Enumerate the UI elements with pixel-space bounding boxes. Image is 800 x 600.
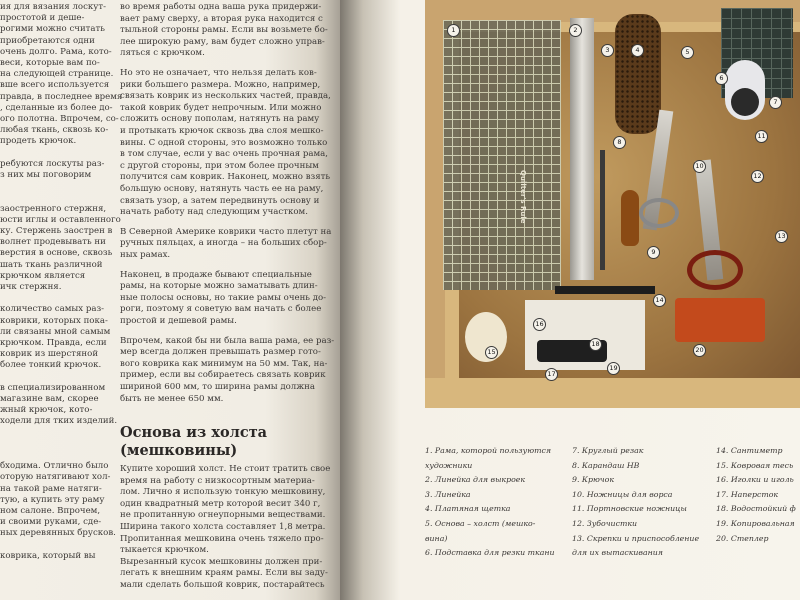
text-line: лее широкую раму, вам будет сложно управ- xyxy=(120,36,325,47)
frame-bottom-bar xyxy=(425,378,800,408)
number-marker: 8 xyxy=(613,136,626,149)
number-marker: 19 xyxy=(607,362,620,375)
tools-photo xyxy=(425,0,800,408)
text-line: коврики, которых пока- xyxy=(0,315,108,326)
legend-item: 12. Зубочистки xyxy=(572,519,638,528)
text-line: коврика, который вы xyxy=(0,550,96,561)
legend-item: 14. Сантиметр xyxy=(716,446,783,455)
clothes-brush-image xyxy=(615,14,661,134)
number-marker: 12 xyxy=(751,170,764,183)
text-line: шириной 600 мм, то ширина рамы должна xyxy=(120,382,316,392)
number-marker: 2 xyxy=(569,24,582,37)
text-line: рогими можно считать xyxy=(0,24,105,35)
text-line: мали сделать большой коврик, постарайтесь xyxy=(120,580,325,590)
text-line: заостренного стержня, xyxy=(0,203,107,214)
text-line: ия для вязания лоскут- xyxy=(0,2,106,12)
legend-item: 11. Портновские ножницы xyxy=(572,504,687,514)
text-line: на такой раме натяги- xyxy=(0,483,102,494)
legend-item: 20. Степлер xyxy=(716,533,769,543)
text-line: юсти иглы и оставленного xyxy=(0,214,121,225)
heading-line-2: (мешковины) xyxy=(120,442,238,459)
ruler-label: Quilter's Rule xyxy=(519,170,527,224)
text-line: мер всегда должен превышать размер гото- xyxy=(120,347,321,358)
text-line: время на работу с низкосортным материа- xyxy=(120,475,315,486)
text-line: ручных пяльцах, а иногда – на больших сбор- xyxy=(120,238,327,249)
text-line: и своими руками, сде- xyxy=(0,517,102,528)
text-line: Ширина такого холста составляет 1,8 метра. xyxy=(120,522,326,532)
text-line: очень долго. Рама, кото- xyxy=(0,46,112,57)
text-line: ном салоне. Впрочем, xyxy=(0,506,101,516)
text-line: с другой стороны, при этом более прочным xyxy=(120,160,319,171)
text-line: любая ткань, сквозь ко- xyxy=(0,125,109,136)
legend-item: вина) xyxy=(425,533,448,543)
number-marker: 20 xyxy=(693,344,706,357)
legend-item: для их вытаскивания xyxy=(572,548,663,558)
text-line: во время работы одна ваша рука придержи- xyxy=(120,2,322,12)
text-line: верстия в основе, сквозь xyxy=(0,248,113,259)
legend-item: 5. Основа – холст (мешко- xyxy=(425,519,536,528)
text-line: ичк стержня. xyxy=(0,282,62,292)
text-line: количество самых раз- xyxy=(0,304,105,315)
pencil-image xyxy=(600,150,605,270)
text-line: волнет продевывать ни xyxy=(0,237,106,248)
number-marker: 18 xyxy=(589,338,602,351)
text-line: ных деревянных брусков. xyxy=(0,528,116,539)
number-marker: 5 xyxy=(681,46,694,59)
text-line: роги, поэтому я советую вам начать с более xyxy=(120,304,322,315)
text-line: Пропитанная мешковина очень тяжело про- xyxy=(120,533,324,544)
stapler-image xyxy=(675,298,765,342)
text-line: получится сам коврик. Наконец, можно взять xyxy=(120,172,331,183)
legend-item: 19. Копировальная xyxy=(716,519,795,528)
number-marker: 14 xyxy=(653,294,666,307)
text-line: вает раму сверху, а вторая рука находится с xyxy=(120,13,323,24)
text-line: в том случае, если у вас очень прочная рама, xyxy=(120,149,329,160)
steel-ruler-image xyxy=(570,18,594,280)
legend-item: 15. Ковровая тесь xyxy=(716,460,794,470)
text-line: приобретаются одни xyxy=(0,35,95,46)
section-heading xyxy=(120,424,267,460)
number-marker: 3 xyxy=(601,44,614,57)
pattern-ruler-image xyxy=(443,20,561,290)
number-marker: 13 xyxy=(775,230,788,243)
text-line: рики большего размера. Можно, например, xyxy=(120,79,321,90)
text-line: пример, если вы собираетесь связать коврик xyxy=(120,370,326,381)
text-line: вше всего используется xyxy=(0,80,110,91)
text-line: Вырезанный кусок мешковины должен при- xyxy=(120,556,323,567)
text-line: быть не менее 650 мм. xyxy=(120,393,224,404)
text-line: , сделанные из более до- xyxy=(0,102,113,113)
text-line: в специализированном xyxy=(0,382,106,393)
text-line: вины. С одной стороны, это возможно только xyxy=(120,137,328,148)
text-line: начать работу над следующим участком. xyxy=(120,207,308,218)
number-marker: 9 xyxy=(647,246,660,259)
tailor-scissors-handle xyxy=(687,250,743,290)
text-line: бходима. Отлично было xyxy=(0,461,109,472)
legend-item: художники xyxy=(425,460,473,470)
text-line: шать ткань различной xyxy=(0,259,103,270)
tape-measure-image xyxy=(555,286,655,294)
legend-item: 18. Водостойкий ф xyxy=(716,504,796,514)
legend-item: 1. Рама, которой пользуются xyxy=(425,446,551,455)
text-line: тыльной стороны рамы. Если вы возьмете бо- xyxy=(120,25,328,36)
number-marker: 16 xyxy=(533,318,546,331)
number-marker: 7 xyxy=(769,96,782,109)
legend-item: 8. Карандаш НВ xyxy=(572,460,640,470)
number-marker: 6 xyxy=(715,72,728,85)
heading-line-1: Основа из холста xyxy=(120,424,268,441)
legend-item: 2. Линейка для выкроек xyxy=(425,475,526,485)
text-line: ли связаны мной самым xyxy=(0,326,111,337)
text-line: ляться с крючком. xyxy=(120,48,205,59)
text-line: сложить основу пополам, натянуть на раму xyxy=(120,114,320,125)
text-line: Купите хороший холст. Не стоит тратить свое xyxy=(120,464,331,474)
text-line: Но это не означает, что нельзя делать ков- xyxy=(120,68,317,78)
text-line: ных рамах. xyxy=(120,250,171,260)
text-line: вого коврика как минимум на 50 мм. Так, на- xyxy=(120,358,328,369)
text-line: не пропитанную огнеупорными веществами. xyxy=(120,510,326,521)
legend-item: 6. Подставка для резки ткани xyxy=(425,548,555,558)
text-line: простой и дешевой рамы. xyxy=(120,316,237,326)
text-line: на следующей странице. xyxy=(0,69,114,80)
text-line: ходели для тких изделий. xyxy=(0,416,118,427)
text-line: Впрочем, какой бы ни была ваша рама, ее раз- xyxy=(120,335,335,346)
text-line: крючком. Правда, если xyxy=(0,338,107,348)
legend-item: 7. Круглый резак xyxy=(572,446,644,455)
text-line: крючком является xyxy=(0,270,86,281)
text-line: тыкается крючком. xyxy=(120,545,209,556)
number-marker: 15 xyxy=(485,346,498,359)
pile-scissors-handle xyxy=(639,198,679,228)
text-line: большую основу, натянуть часть ее на раму, xyxy=(120,184,324,194)
text-line: легать к внешним краям рамы. Если вы заду- xyxy=(120,568,328,579)
number-marker: 17 xyxy=(545,368,558,381)
number-marker: 11 xyxy=(755,130,768,143)
text-line: такой коврик будет непрочным. Или можно xyxy=(120,102,322,113)
text-line: коврик из шерстяной xyxy=(0,349,99,360)
hook-image xyxy=(621,190,639,246)
legend-item: 3. Линейка xyxy=(425,489,471,499)
text-line: более тонкий крючок. xyxy=(0,360,102,371)
text-line: магазине вам, скорее xyxy=(0,394,99,404)
text-line: продеть крючок. xyxy=(0,136,77,147)
text-line: з них мы поговорим xyxy=(0,170,92,180)
legend-item: 17. Наперсток xyxy=(716,489,779,499)
text-line: веси, которые вам по- xyxy=(0,58,100,68)
text-line: Наконец, в продаже бывают специальные xyxy=(120,269,312,280)
number-marker: 4 xyxy=(631,44,644,57)
text-line: ку. Стержень заострен в xyxy=(0,226,113,236)
legend-item: 10. Ножницы для ворса xyxy=(572,489,673,499)
text-line: правда, в последнее время xyxy=(0,91,123,102)
left-page xyxy=(0,0,340,600)
text-line: простотой и деше- xyxy=(0,13,85,24)
text-line: оторую натягивают хол- xyxy=(0,472,111,483)
text-line: один квадратный метр которой весит 340 г, xyxy=(120,498,321,509)
legend-item: 13. Скрепки и приспособление xyxy=(572,533,700,543)
text-line: ные полосы основы, но такие рамы очень до- xyxy=(120,292,327,303)
legend-item: 4. Платяная щетка xyxy=(425,504,511,514)
text-line: рамы, на которые можно заматывать длин- xyxy=(120,281,318,292)
text-line: связать коврик из нескольких частей, правда, xyxy=(120,91,331,102)
text-line: тую, а купить эту раму xyxy=(0,494,105,505)
rotary-blade-image xyxy=(731,88,759,116)
text-line: связать узор, а затем передвинуть основу и xyxy=(120,195,320,206)
legend-item: 16. Иголки и иголь xyxy=(716,475,794,485)
text-line: ребуются лоскуты раз- xyxy=(0,158,105,169)
number-marker: 10 xyxy=(693,160,706,173)
legend-item: 9. Крючок xyxy=(572,475,615,485)
text-line: ого полотна. Впрочем, со- xyxy=(0,114,119,124)
number-marker: 1 xyxy=(447,24,460,37)
text-line: жный крючок, кото- xyxy=(0,405,93,416)
text-line: В Северной Америке коврики часто плетут на xyxy=(120,226,332,237)
text-line: лом. Лично я использую тонкую мешковину, xyxy=(120,487,326,498)
text-line: и протыкать крючок сквозь два слоя мешко- xyxy=(120,126,324,136)
